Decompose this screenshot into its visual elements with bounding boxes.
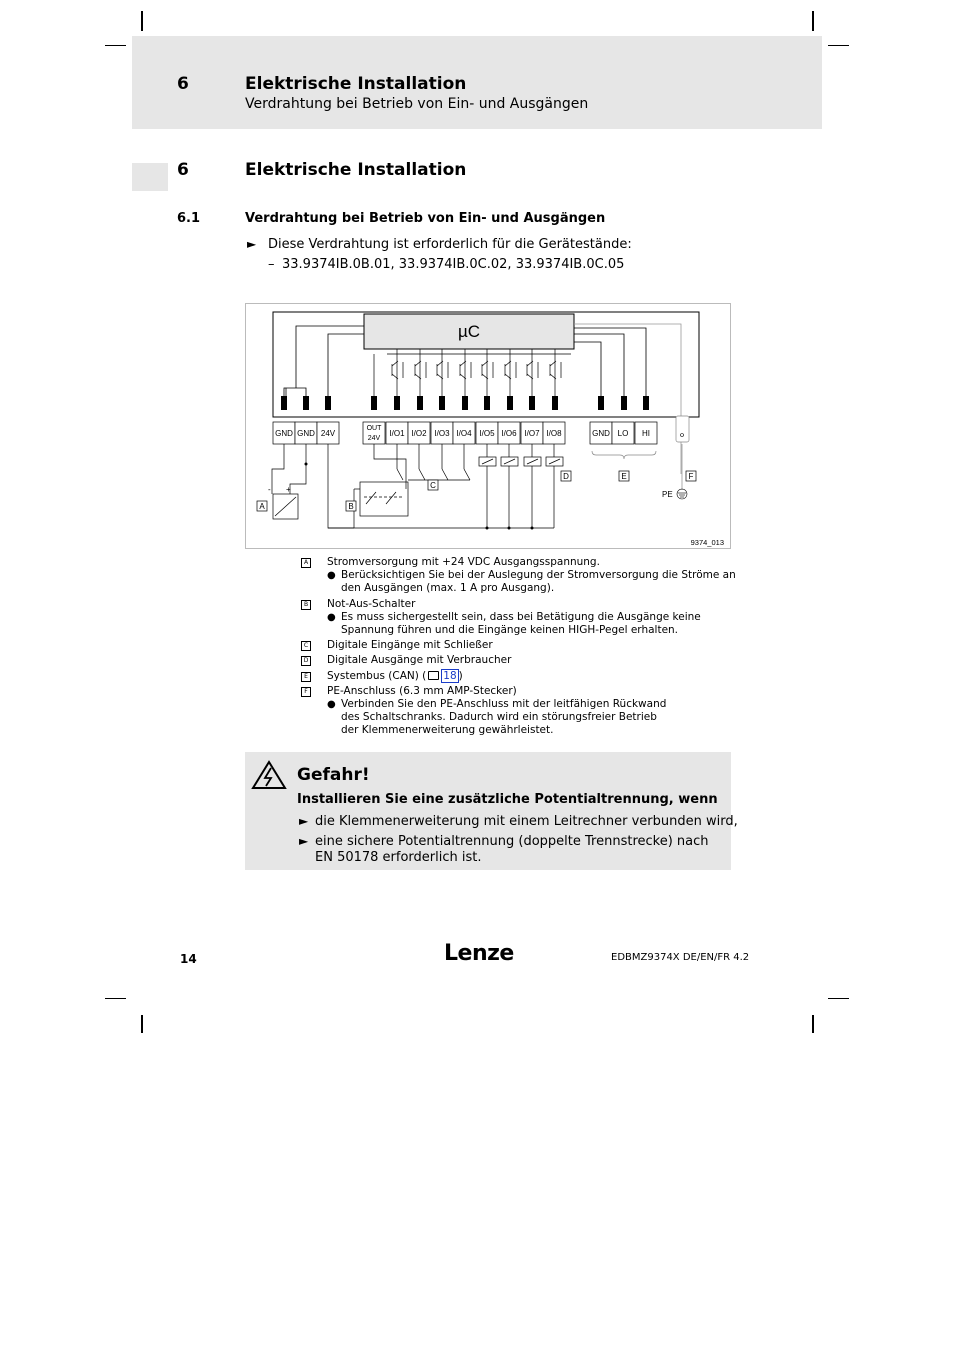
- pin: [417, 396, 423, 410]
- bullet-icon: ●: [327, 699, 336, 710]
- pin: [325, 396, 331, 410]
- pin: [529, 396, 535, 410]
- legend-key: D: [301, 656, 311, 666]
- pin: [281, 396, 287, 410]
- pin: [598, 396, 604, 410]
- terminal-out-24v: 24V: [367, 435, 381, 442]
- legend-key: A: [301, 558, 311, 568]
- terminal-io4: I/O4: [456, 429, 472, 438]
- terminal-io5: I/O5: [479, 429, 495, 438]
- pe-label: PE: [662, 490, 673, 499]
- bullet-arrow: ►: [299, 814, 309, 828]
- marker-f: F: [688, 472, 694, 481]
- plus-label: +: [286, 485, 291, 494]
- legend-key: C: [301, 641, 311, 651]
- terminal-24v: 24V: [320, 429, 336, 438]
- channel-3: [437, 349, 448, 398]
- channel-8: [550, 349, 561, 398]
- crop-mark: [105, 998, 126, 999]
- pin: [303, 396, 309, 410]
- legend-bullet: Verbinden Sie den PE-Anschluss mit der leitfähigen Rückwand des Schaltschranks. Dadurch wird ein störungsfreier Betrieb der Klemmenerweiterung gewährleistet.: [341, 698, 667, 736]
- crop-mark: [141, 1015, 143, 1033]
- bullet-icon: ●: [327, 570, 336, 581]
- page-link[interactable]: 18: [443, 670, 457, 682]
- subsection-title: Verdrahtung bei Betrieb von Ein- und Ausgängen: [245, 211, 606, 226]
- danger-notice: [245, 752, 738, 870]
- pin: [462, 396, 468, 410]
- legend-key: B: [301, 600, 311, 610]
- lenze-logo: Lenze: [444, 941, 514, 966]
- legend-item-b: [301, 598, 731, 638]
- danger-title: Gefahr!: [297, 765, 370, 785]
- legend-item-f: [301, 685, 731, 739]
- pin: [439, 396, 445, 410]
- warning-icon: [251, 760, 287, 790]
- danger-lead: Installieren Sie eine zusätzliche Potentialtrennung, wenn: [297, 792, 718, 807]
- terminal-io8: I/O8: [546, 429, 562, 438]
- pin: [643, 396, 649, 410]
- intro-bullet-symbol: ►: [247, 237, 257, 251]
- bullet-icon: ●: [327, 612, 336, 623]
- pin: [484, 396, 490, 410]
- terminal-can-hi: HI: [642, 429, 650, 438]
- page-number: 14: [180, 952, 197, 966]
- pin: [394, 396, 400, 410]
- crop-mark: [812, 1015, 814, 1033]
- channel-7: [527, 349, 538, 398]
- legend-text: Stromversorgung mit +24 VDC Ausgangsspannung.: [327, 556, 600, 568]
- figure-id: 9374_013: [690, 538, 724, 547]
- pin: [371, 396, 377, 410]
- marker-a: A: [259, 502, 265, 511]
- bullet-arrow: ►: [299, 834, 309, 848]
- terminal-pins: [281, 396, 649, 410]
- section-title: Elektrische Installation: [245, 160, 467, 180]
- marker-c: C: [430, 481, 436, 490]
- marker-b: B: [348, 502, 354, 511]
- terminal-io2: I/O2: [411, 429, 427, 438]
- wiring-diagram: [245, 303, 731, 549]
- legend-text: Digitale Eingänge mit Schließer: [327, 639, 493, 651]
- header-subtitle: Verdrahtung bei Betrieb von Ein- und Ausgängen: [245, 96, 589, 112]
- channel-4: [460, 349, 471, 398]
- danger-item: die Klemmenerweiterung mit einem Leitrechner verbunden wird,: [315, 814, 738, 829]
- legend-text: Not-Aus-Schalter: [327, 598, 416, 610]
- crop-mark: [812, 11, 814, 31]
- crop-mark: [828, 45, 849, 46]
- legend-text-end: ): [458, 670, 463, 682]
- terminal-io7: I/O7: [524, 429, 540, 438]
- crop-mark: [828, 998, 849, 999]
- crop-mark: [141, 11, 143, 31]
- subsection-number: 6.1: [177, 211, 201, 226]
- output-drivers: [374, 349, 571, 398]
- intro-versions: 33.9374IB.0B.01, 33.9374IB.0C.02, 33.9374IB.0C.05: [282, 257, 625, 272]
- document-id: EDBMZ9374X DE/EN/FR 4.2: [611, 952, 750, 963]
- marker-d: D: [563, 472, 569, 481]
- legend-item-e: [301, 670, 731, 684]
- terminal-out-label: OUT: [366, 425, 382, 432]
- channel-5: [482, 349, 493, 398]
- channel-2: [415, 349, 426, 398]
- section-tab: [132, 163, 168, 191]
- channel-6: [505, 349, 516, 398]
- legend-text: Digitale Ausgänge mit Verbraucher: [327, 654, 512, 666]
- pin: [552, 396, 558, 410]
- header-band: [132, 36, 822, 129]
- legend-item-a: [301, 556, 736, 596]
- legend-key: F: [301, 687, 311, 697]
- terminal-io1: I/O1: [389, 429, 405, 438]
- pe-ground-icon: [677, 489, 687, 499]
- book-icon: [428, 671, 439, 680]
- wiring-diagram-svg: [246, 304, 730, 548]
- legend-item-c: [301, 639, 731, 653]
- legend-item-d: [301, 654, 731, 668]
- terminal-gnd-2: GND: [297, 429, 315, 438]
- legend-bullet: Es muss sichergestellt sein, dass bei Betätigung die Ausgänge keine Spannung führen und die Eingänge keinen HIGH-Pegel erhalten.: [341, 611, 701, 636]
- pin: [621, 396, 627, 410]
- header-chapter-number: 6: [177, 74, 189, 94]
- terminal-gnd-1: GND: [275, 429, 293, 438]
- terminal-io3: I/O3: [434, 429, 450, 438]
- legend-key: E: [301, 672, 311, 682]
- minus-label: -: [268, 485, 271, 494]
- channel-1: [392, 349, 403, 398]
- terminal-can-gnd: GND: [592, 429, 610, 438]
- legend-bullet: Berücksichtigen Sie bei der Auslegung der Stromversorgung die Ströme an den Ausgängen (max. 1 A pro Ausgang).: [341, 569, 736, 594]
- crop-mark: [105, 45, 126, 46]
- intro-dash: –: [268, 257, 275, 272]
- legend-text: Systembus (CAN) (: [327, 670, 427, 682]
- intro-text: Diese Verdrahtung ist erforderlich für die Gerätestände:: [268, 237, 632, 252]
- mc-label: µC: [457, 322, 481, 341]
- danger-item: eine sichere Potentialtrennung (doppelte Trennstrecke) nach EN 50178 erforderlich ist.: [315, 834, 709, 865]
- pin: [507, 396, 513, 410]
- header-chapter-title: Elektrische Installation: [245, 74, 467, 94]
- terminal-io6: I/O6: [501, 429, 517, 438]
- section-number: 6: [177, 160, 189, 180]
- terminal-can-lo: LO: [617, 429, 629, 438]
- legend-text: PE-Anschluss (6.3 mm AMP-Stecker): [327, 685, 517, 697]
- marker-e: E: [621, 472, 627, 481]
